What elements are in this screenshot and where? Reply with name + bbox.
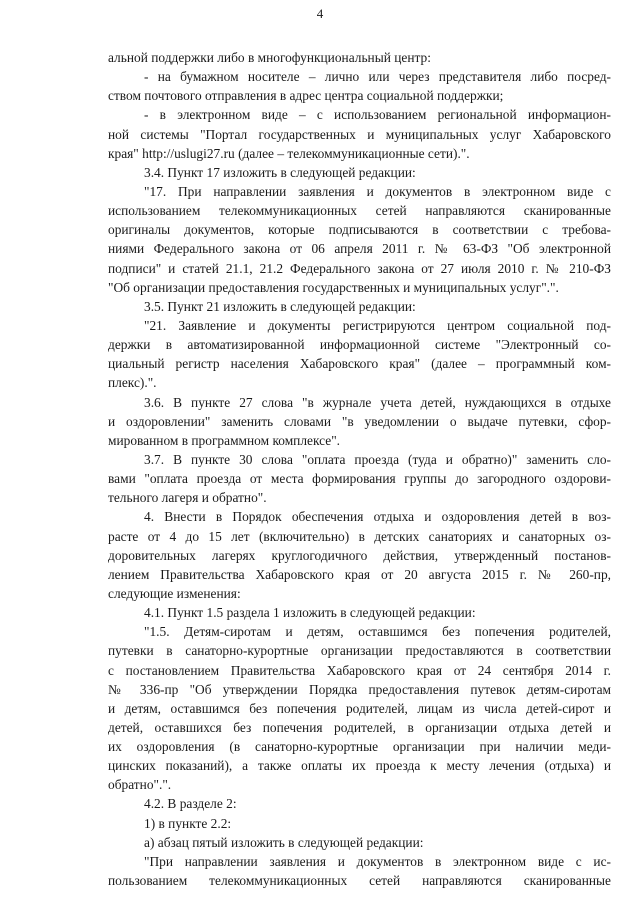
text-line: их оздоровления (в санаторно-курортные организации при наличии меди- bbox=[108, 739, 611, 755]
text-line: ством почтового отправления в адрес центра социальной поддержки; bbox=[108, 88, 504, 104]
text-line: и оздоровлении" заменить словами "в уведомлении о выдаче путевки, сфор- bbox=[108, 413, 611, 429]
text-line: доровительных лагерях круглогодичного действия, утвержденный постанов- bbox=[108, 547, 611, 563]
text-line: 4. Внести в Порядок обеспечения отдыха и оздоровления детей в воз- bbox=[144, 509, 611, 525]
text-line: альной поддержки либо в многофункциональный центр: bbox=[108, 50, 431, 65]
text-line: лением Правительства Хабаровского края от 20 августа 2015 г. № 260-пр, bbox=[108, 566, 611, 582]
text-line: края" http://uslugi27.ru (далее – телекоммуникационные сети).". bbox=[108, 145, 470, 161]
text-line: детей, оставшихся без попечения родителей, в организации отдыха детей и bbox=[108, 719, 611, 735]
text-line: "21. Заявление и документы регистрируются центром социальной под- bbox=[144, 317, 611, 333]
text-line: использованием телекоммуникационных сетей направляются сканированные bbox=[108, 203, 611, 219]
text-line: расте от 4 до 15 лет (включительно) в детских санаториях и санаторных оз- bbox=[108, 528, 611, 544]
text-line: путевки в санаторно-курортные организации предоставляются в соответствии bbox=[108, 643, 611, 659]
text-line: 3.7. В пункте 30 слова "оплата проезда (туда и обратно)" заменить сло- bbox=[144, 451, 611, 467]
text-line: "Об организации предоставления государственных и муниципальных услуг".". bbox=[108, 279, 559, 295]
text-line: 3.5. Пункт 21 изложить в следующей редакции: bbox=[144, 298, 416, 314]
text-line: - в электронном виде – с использованием региональной информацион- bbox=[144, 107, 611, 123]
text-line: оригиналы документов, которые подписываются в соответствии с требова- bbox=[108, 222, 611, 238]
text-line: ниями Федерального закона от 06 апреля 2011 г. № 63-ФЗ "Об электронной bbox=[108, 241, 611, 257]
text-line: 3.6. В пункте 27 слова "в журнале учета детей, нуждающихся в отдыхе bbox=[144, 394, 611, 410]
text-line: ной системы "Портал государственных и муниципальных услуг Хабаровского bbox=[108, 126, 611, 142]
text-line: циальный регистр населения Хабаровского края" (далее – программный ком- bbox=[108, 356, 611, 372]
text-line: - на бумажном носителе – лично или через представителя либо посред- bbox=[144, 69, 611, 85]
text-line: держки в автоматизированной информационной системе "Электронный со- bbox=[108, 337, 611, 353]
text-line: № 336-пр "Об утверждении Порядка предоставления путевок детям-сиротам bbox=[108, 681, 611, 697]
page-number: 4 bbox=[316, 6, 324, 21]
text-line: обратно".". bbox=[108, 777, 172, 793]
text-line: с постановлением Правительства Хабаровского края от 24 сентября 2014 г. bbox=[108, 662, 611, 678]
text-line: а) абзац пятый изложить в следующей редакции: bbox=[144, 834, 424, 850]
text-line: пользованием телекоммуникационных сетей направляются сканированные bbox=[108, 873, 611, 889]
text-line: и детям, оставшимся без попечения родителей, лицам из числа детей-сирот и bbox=[108, 700, 611, 716]
text-line: цинских показаний), а также оплаты их проезда к месту лечения (отдыха) и bbox=[108, 758, 611, 774]
text-line: 4.2. В разделе 2: bbox=[144, 796, 237, 812]
text-line: мированном в программном комплексе". bbox=[108, 432, 341, 448]
text-line: "1.5. Детям-сиротам и детям, оставшимся без попечения родителей, bbox=[144, 624, 611, 640]
text-line: вами "оплата проезда от места формирования группы до загородного оздорови- bbox=[108, 471, 611, 487]
text-line: "При направлении заявления и документов в электронном виде с ис- bbox=[144, 853, 611, 869]
text-line: тельного лагеря и обратно". bbox=[108, 490, 267, 506]
text-line: подписи" и статей 21.1, 21.2 Федерального закона от 27 июля 2010 г. № 210-ФЗ bbox=[108, 260, 611, 276]
text-line: 1) в пункте 2.2: bbox=[144, 815, 232, 831]
document-body bbox=[108, 48, 611, 890]
text-line: "17. При направлении заявления и документов в электронном виде с bbox=[144, 183, 611, 199]
text-line: плекс).". bbox=[108, 375, 157, 391]
text-line: следующие изменения: bbox=[108, 585, 241, 601]
text-line: 4.1. Пункт 1.5 раздела 1 изложить в следующей редакции: bbox=[144, 605, 476, 621]
text-line: 3.4. Пункт 17 изложить в следующей редакции: bbox=[144, 164, 416, 180]
